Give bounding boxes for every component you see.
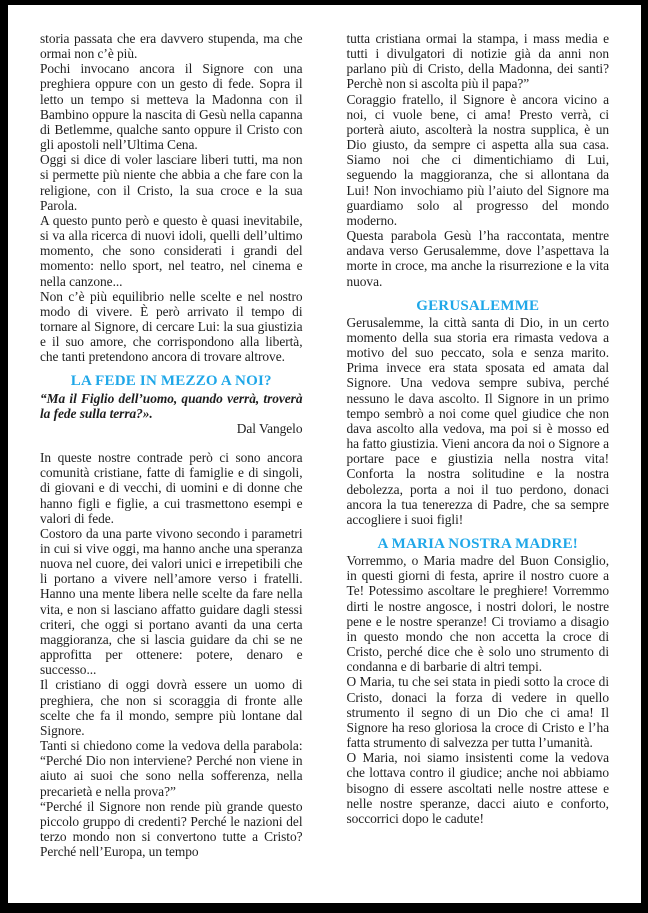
paragraph: A questo punto però e questo è quasi inevitabile, si va alla ricerca di nuovi idoli, quelli dell’ultimo momento, che sono considerati i grandi del momento: nello sport, nel teatro, nel cinema e nella canzone...	[40, 212, 303, 289]
section-heading: LA FEDE IN MEZZO A NOI?	[70, 373, 272, 390]
quote-attribution: Dal Vangelo	[236, 420, 303, 436]
paragraph: Oggi si dice di voler lasciare liberi tutti, ma non si permette più niente che abbia a che fare con la religione, con il Cristo, la sua croce e la sua Parola.	[40, 152, 303, 213]
paragraph: In queste nostre contrade però ci sono ancora comunità cristiane, fatte di famiglie e di singoli, di giovani e di vecchi, di uomini e di donne che hanno figli e figlie, a cui trasmettono esempi e valori di fede.	[40, 450, 303, 526]
paragraph: Il cristiano di oggi dovrà essere un uomo di preghiera, che non si scoraggia di fronte alle scelte che fa il mondo, sempre più lontane dal Signore.	[40, 677, 303, 738]
paragraph: Questa parabola Gesù l’ha raccontata, mentre andava verso Gerusalemme, dove l’aspettava la morte in croce, ma anche la risurrezione e la vita nuova.	[346, 228, 609, 289]
paragraph: Non c’è più equilibrio nelle scelte e nel nostro modo di vivere. È però arrivato il tempo di tornare al Signore, di cercare Lui: la sua giustizia e il suo amore, che corrispondono alla libertà, che tanti pretendono ancora di trovare altrove.	[40, 288, 303, 365]
right-column	[347, 31, 610, 859]
section-heading: A MARIA NOSTRA MADRE!	[377, 536, 578, 552]
paragraph: O Maria, tu che sei stata in piedi sotto la croce di Cristo, donaci la forza di vedere in quello strumento il segno di un Dio che ci ama! Il Signore ha reso gloriosa la croce di Cristo e l’ha fatta strumento di salvezza per tutta l’umanità.	[346, 674, 609, 751]
paragraph: Costoro da una parte vivono secondo i parametri in cui si vive oggi, ma hanno anche una speranza nuova nel cuore, dei valori unici e irrepetibili che li portano a vivere nell’amore verso i fratelli. Hanno una mente libera nelle scelte da fare nella vita, e non si lasciano affatto guidare dagli stessi criteri, che oggi si portano avanti da una certa maggioranza, che si lascia guidare da chi se ne approfitta per ottenere: potere, denaro e successo...	[40, 525, 303, 678]
paragraph: Vorremmo, o Maria madre del Buon Consiglio, in questi giorni di festa, aprire il nostro cuore a Te! Potessimo ascoltare le preghiere! Vorremmo dirti le nostre angosce, i nostri dolori, le nostre pene e le nostre speranze! Ci troviamo a disagio in questo mondo che non accetta la croce di Cristo, perché dice che è solo uno strumento di condanna e di barbarie di altri tempi.	[346, 553, 609, 675]
paragraph: Pochi invocano ancora il Signore con una preghiera oppure con un gesto di fede. Sopra il letto un tempo si metteva la Madonna con il Bambino oppure la nascita di Gesù nella capanna di Betlemme, qualche santo oppure il Cristo con gli apostoli nell’Ultima Cena.	[40, 61, 303, 153]
scripture-quote: “Ma il Figlio dell’uomo, quando verrà, troverà la fede sulla terra?».	[40, 390, 303, 421]
two-column-layout	[8, 5, 641, 859]
paragraph: Coraggio fratello, il Signore è ancora vicino a noi, ci vuole bene, ci ama! Presto verrà, ci porterà aiuto, ascolterà la nostra supplica, è un Dio giusto, da sempre ci aspetta alla sua casa. Siamo noi che ci dimentichiamo di Lui, seguendo la maggioranza, che si allontana da Lui! Non invochiamo più l’aiuto del Signore ma guardiamo solo al progresso del mondo moderno.	[346, 91, 609, 228]
paragraph: Gerusalemme, la città santa di Dio, in un certo momento della sua storia era rimasta vedova a motivo del suo peccato, sola e senza marito. Prima invece era stata sposata ed amata dal Signore. Una vedova sempre subiva, perché nessuno le dava ascolto. Il Signore in un primo tempo sembrò a noi come quel giudice che non dava ascolto alla vedova, ma poi si è mosso ed ha fatto giustizia. Vieni ancora da noi o Signore a portare pace e giustizia nella nostra vita! Conforta la nostra solitudine e la nostra debolezza, porta a noi il tuo perdono, donaci ancora la tua tenerezza di Padre, che sa sempre accogliere i suoi figli!	[346, 314, 609, 527]
paragraph: “Perché il Signore non rende più grande questo piccolo gruppo di credenti? Perché le nazioni del terzo mondo non si convertono tutte a Cristo? Perché nell’Europa, un tempo	[40, 798, 303, 860]
paragraph: storia passata che era davvero stupenda, ma che ormai non c’è più.	[40, 31, 303, 62]
paragraph: tutta cristiana ormai la stampa, i mass media e tutti i divulgatori di notizie già da anni non parlano più di Cristo, della Madonna, dei santi? Perchè non si ascolta più il papa?”	[346, 31, 609, 92]
paragraph: O Maria, noi siamo insistenti come la vedova che lottava contro il giudice; anche noi abbiamo bisogno di essere ascoltati nelle nostre attese e nelle nostre speranze, dacci aiuto e conforto, soccorrici dopo le cadute!	[346, 750, 609, 826]
page	[8, 5, 641, 903]
left-column	[40, 31, 303, 859]
section-heading: GERUSALEMME	[416, 297, 540, 314]
paragraph: Tanti si chiedono come la vedova della parabola: “Perché Dio non interviene? Perché non viene in aiuto ai suoi che sono nella sofferenza, nella precarietà e nella prova?”	[40, 738, 303, 799]
